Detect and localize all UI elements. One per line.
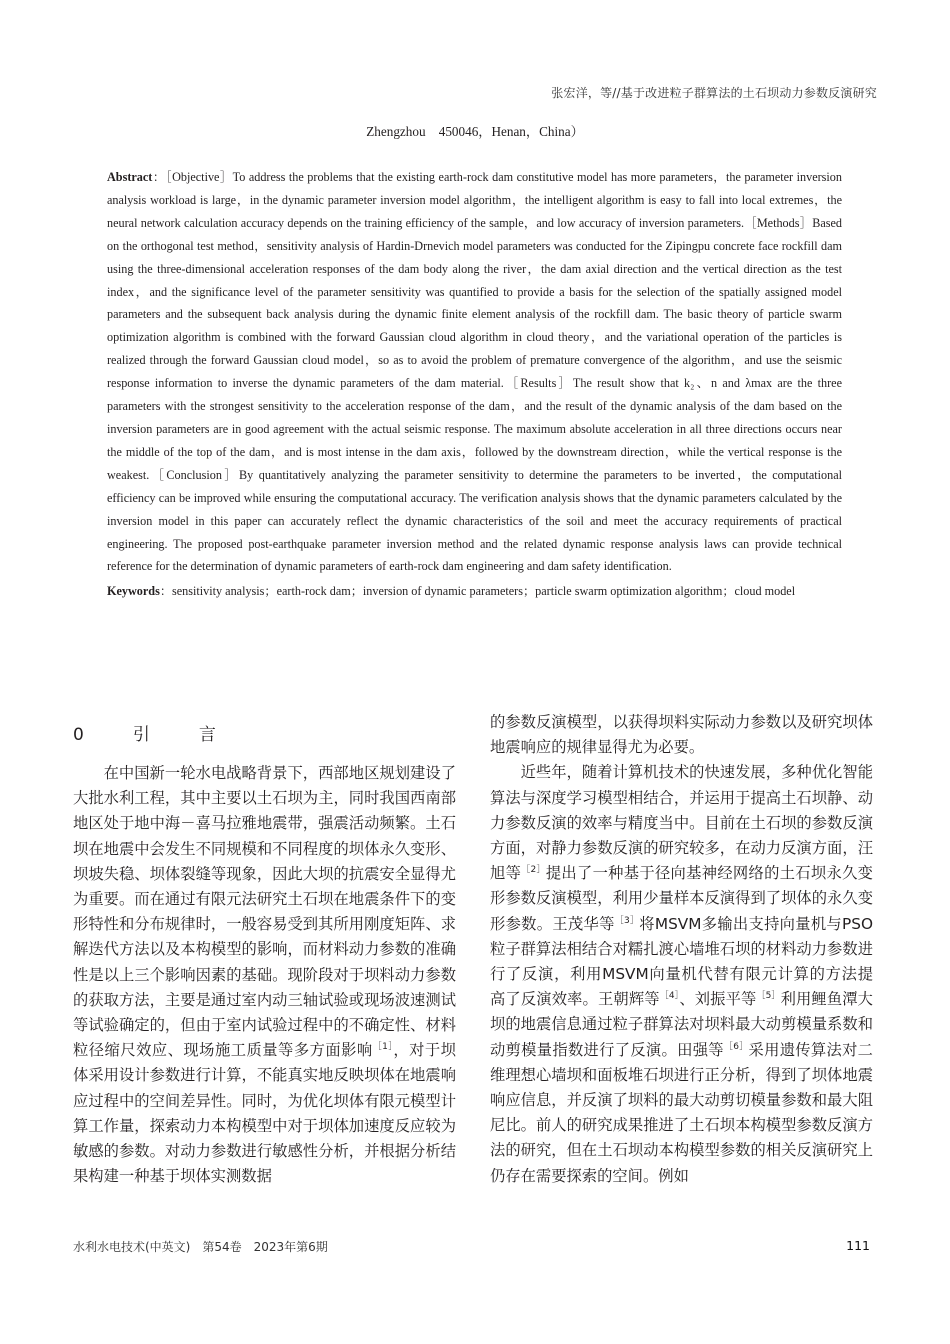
right-column [490, 710, 873, 1189]
intro-paragraph-1-continued: 的参数反演模型，以获得坝料实际动力参数以及研究坝体地震响应的规律显得尤为必要。 [490, 713, 873, 757]
citation-3[interactable]: ［3］ [614, 915, 640, 926]
intro-text-1b: ，对于坝体采用设计参数进行计算，不能真实地反映坝体在地震响应过程中的空间差异性。同时，为优化坝体有限元模型计算工作量，探索动力本构模型中对于坝体加速度反应较为敏感的参数。对动力参数进行敏感性分析，并根据分析结果构建一种基于坝体实测数据 [73, 1041, 456, 1186]
keywords-text: ：sensitivity analysis；earth-rock dam；inversion of dynamic parameters；particle swarm optimization algorithm；cloud model [159, 584, 796, 599]
intro-text-1a: 在中国新一轮水电战略背景下，西部地区规划建设了大批水利工程，其中主要以土石坝为主，同时我国西南部地区处于地中海－喜马拉雅地震带，强震活动频繁。土石坝在地震中会发生不同规模和不同程度的坝体永久变形、坝坡失稳、坝体裂缝等现象，因此大坝的抗震安全显得尤为重要。而在通过有限元法研究土石坝在地震条件下的变形特性和分布规律时，一般容易受到其所用刚度矩阵、求解迭代方法以及本构模型的影响，而材料动力参数的准确性是以上三个影响因素的基础。现阶段对于坝料动力参数的获取方法，主要是通过室内动三轴试验或现场波速测试等试验确定的，但由于室内试验过程中的不确定性、材料粒径缩尺效应、现场施工质量等多方面影响 [73, 764, 456, 1060]
citation-1[interactable]: ［1］ [372, 1042, 394, 1053]
citation-6[interactable]: ［6］ [723, 1041, 749, 1052]
intro-text-2e: 利用鲤鱼潭大坝的地震信息通过粒子群算法对坝料最大动剪模量系数和动剪模量指数进行了反演。田强等 [490, 990, 873, 1059]
abstract [107, 166, 842, 578]
abstract-label: Abstract [107, 170, 153, 184]
citation-2[interactable]: ［2］ [521, 865, 546, 876]
intro-text-2f: 采用遗传算法对二维理想心墙坝和面板堆石坝进行正分析，得到了坝体地震响应信息，并反演了坝料的最大动剪切模量参数和最大阻尼比。前人的研究成果推进了土石坝本构模型参数反演方法的研究，但在土石坝动本构模型参数的相关反演研究上仍存在需要探索的空间。例如 [490, 1040, 873, 1185]
intro-text-2a: 近些年，随着计算机技术的快速发展，多种优化智能算法与深度学习模型相结合，并运用于提高土石坝静、动力参数反演的效率与精度当中。目前在土石坝的参数反演方面，对静力参数反演的研究较多，在动力反演方面，汪旭等 [490, 763, 873, 883]
intro-text-2d: 、刘振平等 [679, 990, 757, 1009]
intro-text-2c: 将MSVM多输出支持向量机与PSO粒子群算法相结合对糯扎渡心墙堆石坝的材料动力参数进行了反演，利用MSVM向量机代替有限元计算的方法提高了反演效率。王朝辉等 [490, 914, 873, 1009]
intro-text-2b: 提出了一种基于径向基神经网络的土石坝永久变形参数反演模型，利用少量样本反演得到了坝体的永久变形参数。王茂华等 [490, 864, 873, 933]
keywords [107, 580, 842, 603]
citation-5[interactable]: ［5］ [756, 991, 781, 1002]
keywords-label: Keywords [107, 584, 160, 599]
abstract-block [107, 166, 842, 603]
footer-journal: 水利水电技术(中英文) 第54卷 2023年第6期 [73, 1240, 328, 1254]
affiliation: Zhengzhou 450046，Henan，China） [366, 124, 584, 139]
intro-paragraph-1 [73, 761, 456, 1189]
intro-paragraph-2 [490, 760, 873, 1188]
running-head: 张宏洋，等//基于改进粒子群算法的土石坝动力参数反演研究 [551, 86, 877, 100]
abstract-text: ：［Objective］To address the problems that the existing earth-rock dam constitutive model has more parameters，the parameter inversion analysis workload is large，in the dynamic parameter inversion model algorithm，the intelligent algorithm is easy to fall into local extremes，the neural network calculation accuracy depends on the training efficiency of the sample，and low accuracy of inversion parameters.［Methods］Based on the orthogonal test method，sensitivity analysis of Hardin-Drnevich model parameters was conducted for the Zipingpu concrete face rockfill dam using the three-dimensional acceleration responses of the dam body along the river，the dam axial direction and the vertical direction as the test index，and the significance level of the parameter sensitivity was quantified to provide a basis for the selection of the spatially assigned model parameters and the subsequent back analysis during the dynamic finite element analysis of the rockfill dam. The basic theory of particle swarm optimization algorithm is combined with the forward Gaussian cloud algorithm in cloud theory，and the variational operation of the particles is realized through the forward Gaussian cloud model，so as to avoid the problem of premature convergence of the algorithm，and use the seismic response information to inverse the dynamic parameters of the dam material.［Results］The result show that k₂、n and λmax are the three parameters with the strongest sensitivity to the acceleration response of the dam，and the result of the dynamic analysis of the dam based on the inversion parameters are in good agreement with the actual seismic response. The maximum absolute acceleration in all three directions occurs near the middle of the top of the dam，and is most intense in the dam axis，followed by the downstream direction，while the vertical response is the weakest.［Conclusion］By quantitatively analyzing the parameter sensitivity to determine the parameters to be inverted，the computational efficiency can be improved while ensuring the computational accuracy. The verification analysis shows that the dynamic parameters calculated by the inversion model in this paper can accurately reflect the dynamic characteristics of the soil and meet the accuracy requirements of practical engineering. The proposed post-earthquake parameter inversion method and the related dynamic response analysis laws can provide technical reference for the determination of dynamic parameters of earth-rock dam engineering and dam safety identification. [107, 170, 842, 574]
page-number: 111 [846, 1238, 870, 1253]
citation-4[interactable]: ［4］ [659, 991, 680, 1002]
section-title: 0 引 言 [73, 725, 232, 745]
left-column [73, 722, 456, 1189]
